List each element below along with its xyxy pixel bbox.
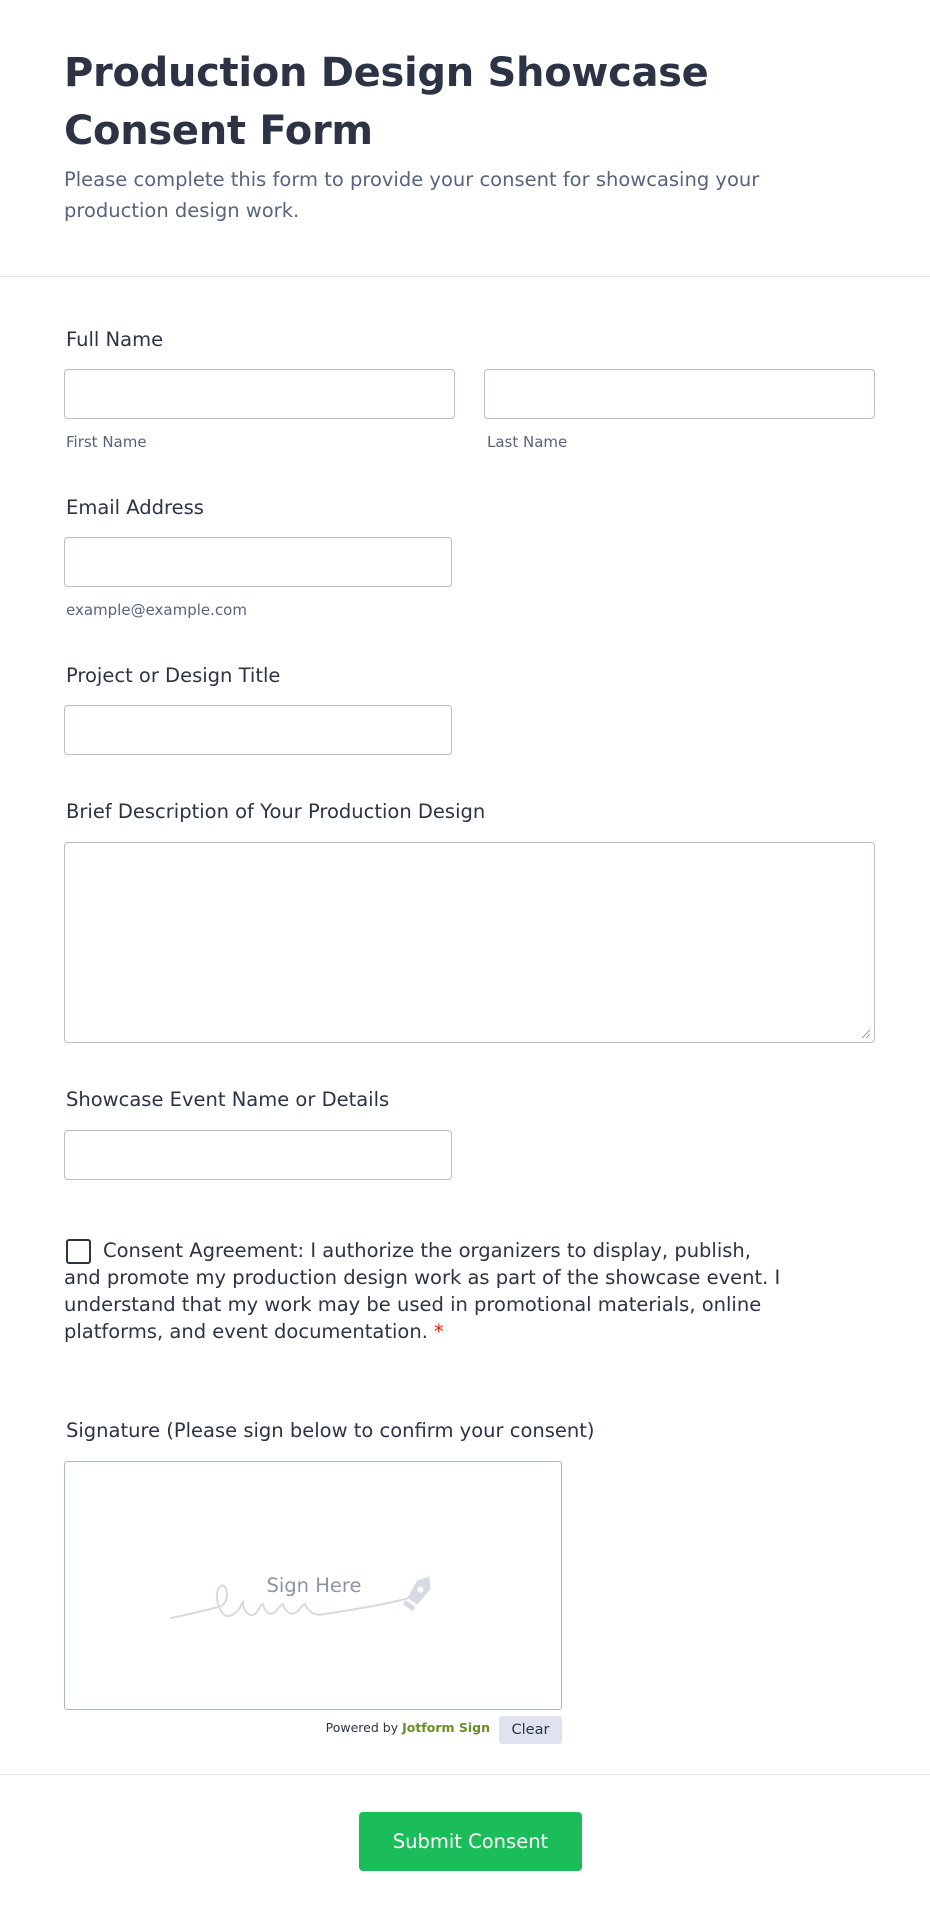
jotform-sign-brand: Jotform Sign bbox=[402, 1720, 490, 1735]
event-label: Showcase Event Name or Details bbox=[66, 1088, 390, 1111]
email-input[interactable] bbox=[64, 537, 452, 587]
signature-pad[interactable] bbox=[64, 1461, 562, 1710]
powered-by bbox=[300, 1720, 490, 1735]
page-subtitle: Please complete this form to provide your consent for showcasing your production design work. bbox=[64, 168, 760, 222]
consent-text bbox=[64, 1237, 784, 1345]
last-name-input[interactable] bbox=[484, 369, 875, 419]
consent-label: Consent Agreement: I authorize the organizers to display, publish, and promote my production design work as part of the showcase event. I understand that my work may be used in promotional materials, online platforms, and event documentation. bbox=[64, 1239, 781, 1343]
form-header bbox=[0, 0, 930, 277]
description-textarea[interactable] bbox=[64, 842, 875, 1043]
full-name-label: Full Name bbox=[66, 328, 164, 351]
page-title: Production Design Showcase Consent Form bbox=[64, 50, 709, 154]
clear-signature-button[interactable]: Clear bbox=[499, 1716, 562, 1744]
last-name-sublabel: Last Name bbox=[487, 433, 568, 451]
email-sublabel: example@example.com bbox=[66, 601, 247, 619]
description-label: Brief Description of Your Production Design bbox=[66, 800, 486, 823]
footer-divider bbox=[0, 1774, 930, 1775]
sign-here-hint: Sign Here bbox=[266, 1574, 362, 1597]
signature-placeholder-icon bbox=[169, 1558, 459, 1638]
event-input[interactable] bbox=[64, 1130, 452, 1180]
first-name-sublabel: First Name bbox=[66, 433, 147, 451]
email-label: Email Address bbox=[66, 496, 204, 519]
first-name-input[interactable] bbox=[64, 369, 455, 419]
project-title-label: Project or Design Title bbox=[66, 664, 281, 687]
powered-by-text: Powered by bbox=[325, 1720, 399, 1735]
signature-label: Signature (Please sign below to confirm your consent) bbox=[66, 1419, 595, 1442]
required-mark: * bbox=[433, 1320, 444, 1343]
submit-button[interactable]: Submit Consent bbox=[359, 1812, 582, 1871]
resize-grip-icon[interactable] bbox=[861, 1029, 871, 1039]
project-title-input[interactable] bbox=[64, 705, 452, 755]
